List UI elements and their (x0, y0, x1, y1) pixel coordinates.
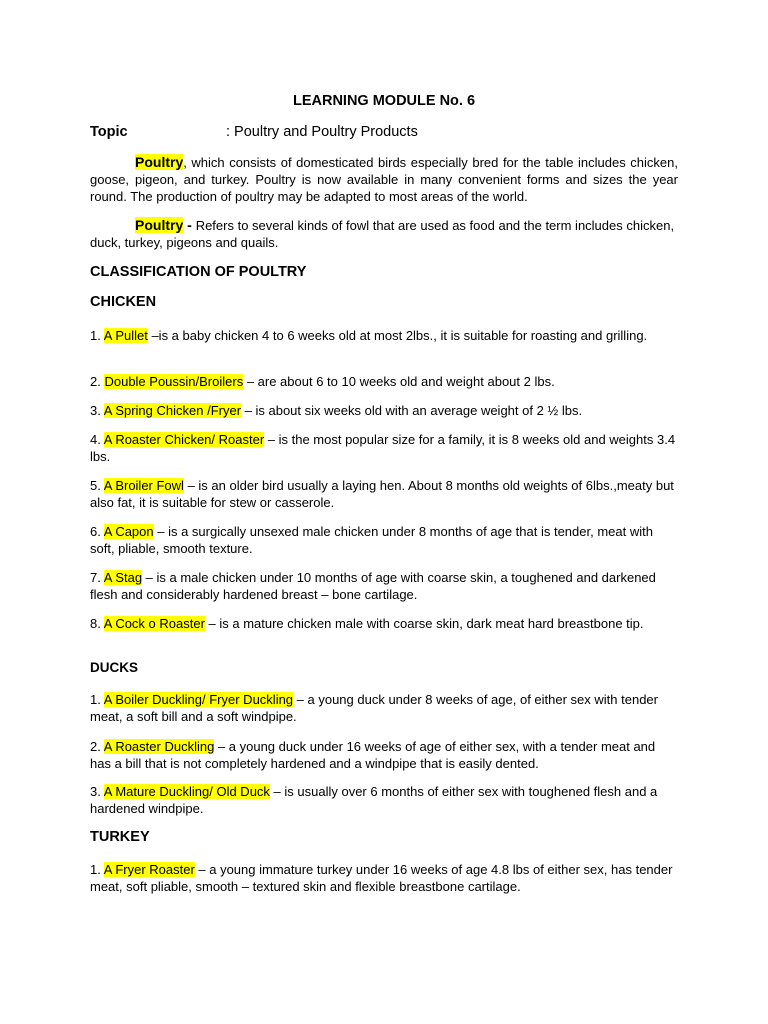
item-term: A Mature Duckling/ Old Duck (103, 784, 270, 799)
chicken-item-2 (90, 373, 678, 390)
chicken-item-4 (90, 431, 678, 465)
item-desc: – is an older bird usually a laying hen. About 8 months old weights of 6lbs.,meaty but also fat, it is suitable for stew or casserole. (90, 478, 674, 510)
chicken-item-8 (90, 615, 678, 632)
item-desc: – is usually over 6 months of either sex with toughened flesh and a hardened windpipe. (90, 784, 658, 816)
chicken-item-5 (90, 477, 678, 511)
intro2-term: Poultry (135, 217, 184, 233)
item-number: 7. (90, 570, 104, 585)
item-number: 1. (90, 328, 104, 343)
item-term: A Capon (103, 524, 154, 539)
chicken-item-6 (90, 523, 678, 557)
intro-paragraph-1 (90, 154, 678, 205)
item-number: 6. (90, 524, 104, 539)
item-number: 3. (90, 784, 104, 799)
intro1-text: , which consists of domesticated birds especially bred for the table includes chicken, goose, pigeon, and turkey. Poultry is now available in many convenient forms and sizes the year round. The production of poultry may be adapted to most areas of the world. (90, 155, 678, 204)
classification-heading: CLASSIFICATION OF POULTRY (90, 264, 307, 280)
chicken-item-1 (90, 327, 678, 344)
item-desc: – is a mature chicken male with coarse skin, dark meat hard breastbone tip. (204, 616, 644, 631)
item-number: 2. (90, 739, 104, 754)
item-number: 1. (90, 862, 104, 877)
item-desc: – a young immature turkey under 16 weeks of age 4.8 lbs of either sex, has tender meat, soft pliable, smooth – textured skin and flexible breastbone cartilage. (90, 862, 673, 894)
duck-item-1 (90, 691, 678, 725)
ducks-heading: DUCKS (90, 660, 139, 675)
item-term: A Pullet (103, 328, 148, 343)
module-title: LEARNING MODULE No. 6 (292, 93, 476, 109)
item-term: A Fryer Roaster (103, 862, 195, 877)
chicken-item-7 (90, 569, 678, 603)
item-term: A Cock o Roaster (103, 616, 205, 631)
item-number: 2. (90, 374, 105, 389)
duck-item-2 (90, 738, 678, 772)
item-term: A Boiler Duckling/ Fryer Duckling (103, 692, 294, 707)
intro-paragraph-2 (90, 217, 678, 251)
chicken-heading: CHICKEN (90, 294, 157, 310)
item-number: 8. (90, 616, 104, 631)
item-desc: – is a male chicken under 10 months of age with coarse skin, a toughened and darkened flesh and considerably hardened breast – bone cartilage. (90, 570, 656, 602)
topic-value: : Poultry and Poultry Products (226, 124, 418, 140)
intro2-dash: - (183, 217, 196, 233)
chicken-item-3 (90, 402, 678, 419)
intro2-text: Refers to several kinds of fowl that are used as food and the term includes chicken, duck, turkey, pigeons and quails. (90, 218, 675, 250)
duck-item-3 (90, 783, 678, 817)
turkey-item-1 (90, 861, 678, 895)
item-desc: – a young duck under 8 weeks of age, of either sex with tender meat, a soft bill and a soft windpipe. (90, 692, 658, 724)
item-term: A Stag (103, 570, 143, 585)
item-desc: –is a baby chicken 4 to 6 weeks old at most 2lbs., it is suitable for roasting and grilling. (147, 328, 648, 343)
topic-row (90, 124, 418, 140)
item-number: 5. (90, 478, 104, 493)
item-desc: – a young duck under 16 weeks of age of either sex, with a tender meat and has a bill that is not completely hardened and a windpipe that is easily dented. (90, 739, 656, 771)
item-number: 4. (90, 432, 104, 447)
item-term: A Broiler Fowl (103, 478, 184, 493)
item-term: A Roaster Chicken/ Roaster (103, 432, 265, 447)
item-desc: – is about six weeks old with an average weight of 2 ½ lbs. (241, 403, 583, 418)
turkey-heading: TURKEY (90, 829, 150, 845)
intro1-term: Poultry (135, 154, 184, 170)
item-term: Double Poussin/Broilers (104, 374, 244, 389)
item-term: A Spring Chicken /Fryer (103, 403, 242, 418)
item-desc: – is a surgically unsexed male chicken under 8 months of age that is tender, meat with soft, pliable, smooth texture. (90, 524, 653, 556)
item-desc: – are about 6 to 10 weeks old and weight about 2 lbs. (243, 374, 555, 389)
item-number: 3. (90, 403, 104, 418)
item-number: 1. (90, 692, 104, 707)
topic-label: Topic (90, 124, 128, 140)
item-desc: – is the most popular size for a family, it is 8 weeks old and weights 3.4 lbs. (90, 432, 676, 464)
item-term: A Roaster Duckling (103, 739, 215, 754)
